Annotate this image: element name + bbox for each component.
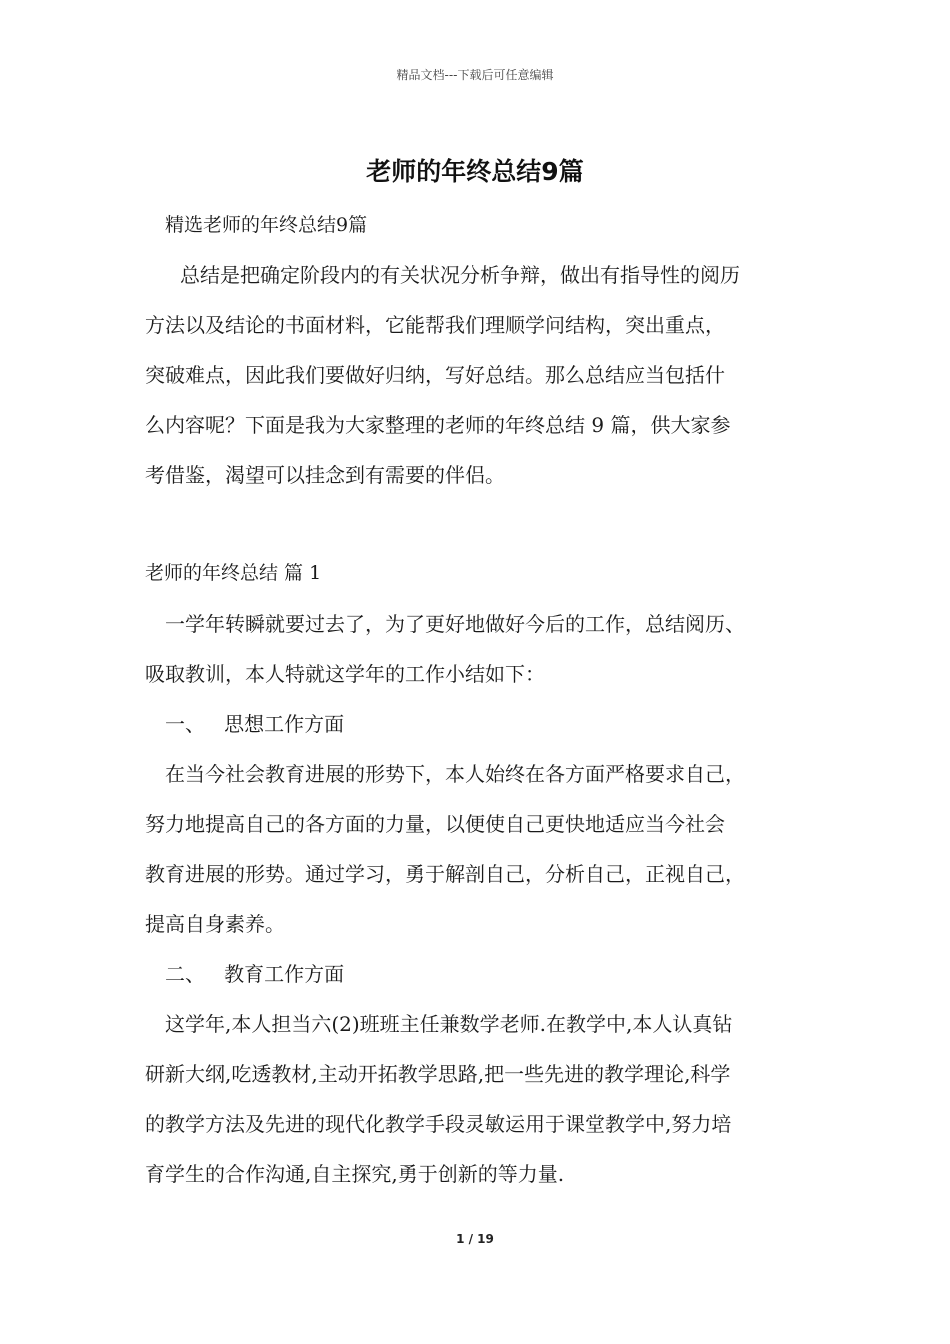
document-title: 老师的年终总结9篇: [366, 157, 584, 186]
education-line-4: 育学生的合作沟通,自主探究,勇于创新的等力量.: [145, 1162, 565, 1186]
thought-line-3: 教育进展的形势。通过学习，勇于解剖自己，分析自己，正视自己，: [145, 862, 745, 886]
section-heading: 老师的年终总结 篇 1: [145, 562, 322, 584]
heading-education-work: 二、 教育工作方面: [165, 962, 345, 986]
intro-line-5: 考借鉴，渴望可以挂念到有需要的伴侣。: [145, 463, 505, 487]
document-subtitle: 精选老师的年终总结9篇: [165, 214, 368, 236]
thought-line-1: 在当今社会教育进展的形势下，本人始终在各方面严格要求自己，: [165, 762, 745, 786]
thought-line-2: 努力地提高自己的各方面的力量，以便使自己更快地适应当今社会: [145, 812, 725, 836]
section1-line-1: 一学年转瞬就要过去了，为了更好地做好今后的工作，总结阅历、: [165, 612, 745, 636]
intro-line-3: 突破难点，因此我们要做好归纳，写好总结。那么总结应当包括什: [145, 363, 725, 387]
thought-line-4: 提高自身素养。: [145, 912, 285, 936]
heading-thought-work: 一、 思想工作方面: [165, 712, 345, 736]
intro-line-2: 方法以及结论的书面材料，它能帮我们理顺学问结构，突出重点，: [145, 313, 725, 337]
education-line-3: 的教学方法及先进的现代化教学手段灵敏运用于课堂教学中,努力培: [145, 1112, 732, 1136]
section1-line-2: 吸取教训，本人特就这学年的工作小结如下：: [145, 662, 545, 686]
education-line-2: 研新大纲,吃透教材,主动开拓教学思路,把一些先进的教学理论,科学: [145, 1062, 731, 1086]
page-number: 1 / 19: [456, 1232, 494, 1246]
intro-line-4: 么内容呢？下面是我为大家整理的老师的年终总结 9 篇，供大家参: [145, 413, 731, 437]
intro-line-1: 总结是把确定阶段内的有关状况分析争辩，做出有指导性的阅历: [180, 263, 740, 287]
page-header: 精品文档---下载后可任意编辑: [396, 68, 554, 82]
education-line-1: 这学年,本人担当六(2)班班主任兼数学老师.在教学中,本人认真钻: [165, 1012, 733, 1036]
